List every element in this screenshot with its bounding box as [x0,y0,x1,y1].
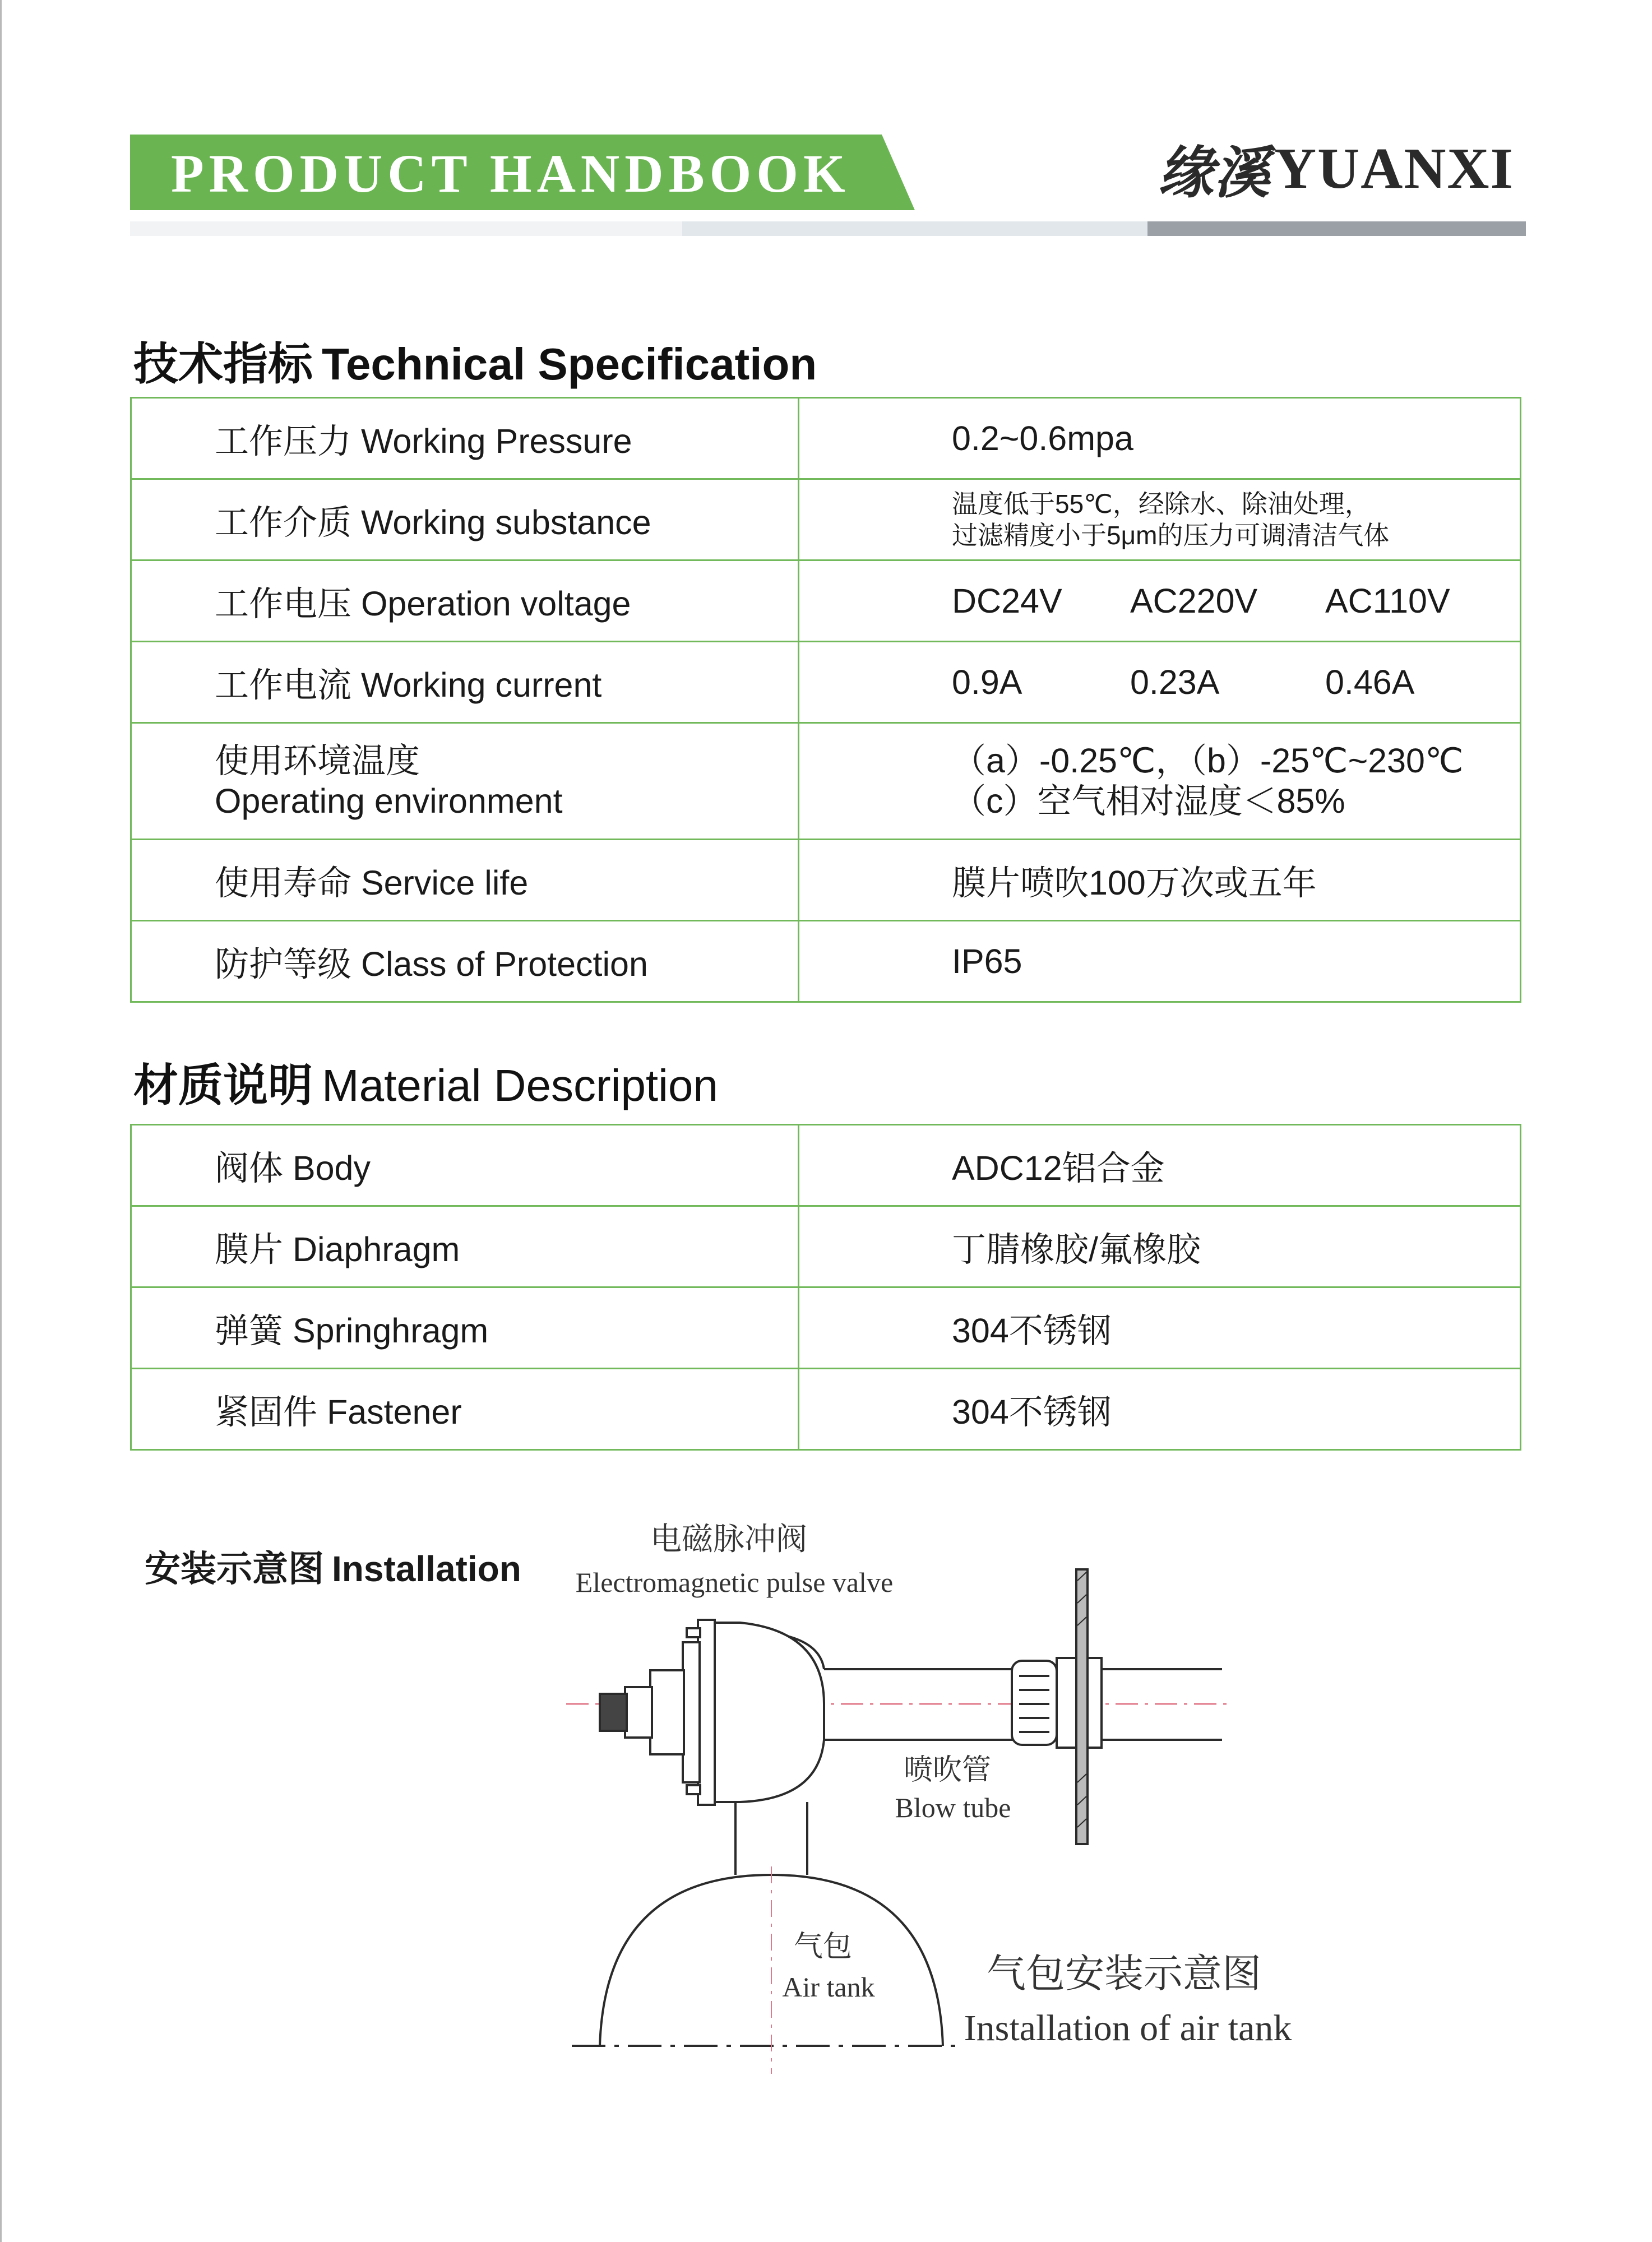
spec-label-line: 使用环境温度 [215,741,420,780]
current-ac110v: 0.46A [1325,663,1415,701]
material-title-cn: 材质说明 [133,1060,313,1110]
caption-en: Installation of air tank [964,2008,1292,2049]
pulse-valve [600,1620,824,1805]
tank-label-en: Air tank [782,1971,875,2003]
spec-value-line: （a）-0.25℃，（b）-25℃~230℃ [952,741,1464,780]
voltage-dc24v: DC24V [952,582,1062,620]
material-label: 弹簧 Springhragm [131,1287,799,1369]
current-ac220v: 0.23A [1130,663,1220,701]
spec-label: 工作介质 Working substance [131,479,799,560]
banner-title: PRODUCT HANDBOOK [171,143,850,203]
material-label: 紧固件 Fastener [131,1369,799,1450]
material-value: 304不锈钢 [799,1287,1521,1369]
voltage-ac110v: AC110V [1325,582,1450,620]
technical-spec-title-en: Technical Specification [322,339,817,389]
material-label: 膜片 Diaphragm [131,1206,799,1287]
material-value: 304不锈钢 [799,1369,1521,1450]
tube-label-en: Blow tube [895,1792,1011,1823]
spec-label: 工作压力 Working Pressure [131,398,799,479]
spec-value: 膜片喷吹100万次或五年 [799,840,1521,921]
spec-value-line: 过滤精度小于5μm的压力可调清洁气体 [952,521,1390,550]
spec-label: 防护等级 Class of Protection [131,921,799,1002]
spec-label: 工作电流 Working current [131,642,799,723]
technical-spec-title-cn: 技术指标 [133,339,313,389]
spec-value: IP65 [799,921,1521,1002]
brand-name-en: YUANXI [1274,136,1514,201]
valve-label-cn: 电磁脉冲阀 [650,1522,807,1557]
current-dc24v: 0.9A [952,663,1022,701]
spec-label-line: Operating environment [215,781,563,820]
outlet-neck [735,1802,807,1875]
wall-plate [1076,1569,1088,1844]
air-tank [572,1866,964,2074]
spec-label: 使用寿命 Service life [131,840,799,921]
voltage-ac220v: AC220V [1130,582,1258,620]
brand-name-cn: 缘溪 [1158,140,1270,206]
spec-value-line: （c）空气相对湿度＜85% [952,781,1345,820]
spec-label: 工作电压 Operation voltage [131,560,799,642]
spec-value-line: 温度低于55℃，经除水、除油处理， [952,489,1371,518]
material-label: 阀体 Body [131,1125,799,1206]
caption-cn: 气包安装示意图 [987,1953,1261,1996]
material-value: ADC12铝合金 [799,1125,1521,1206]
material-value: 丁腈橡胶/氟橡胶 [799,1206,1521,1287]
valve-label-en: Electromagnetic pulse valve [575,1567,894,1598]
spec-value: 0.2~0.6mpa [799,398,1521,479]
installation-title-en: Installation [332,1549,521,1589]
material-title-en: Material Description [322,1060,718,1110]
installation-title-cn: 安装示意图 [145,1549,324,1589]
tube-label-cn: 喷吹管 [903,1754,992,1786]
tank-label-cn: 气包 [793,1931,853,1963]
